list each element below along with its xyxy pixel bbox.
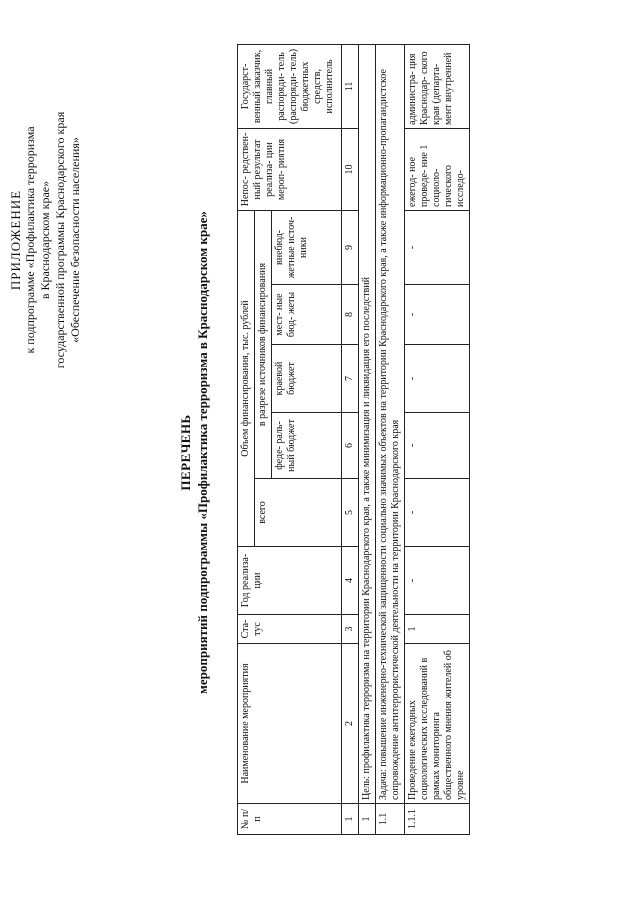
header-by-source: в разрезе источников финансирования bbox=[255, 210, 272, 478]
header-num: № п/п bbox=[238, 804, 342, 835]
header-extra: внебюд- жетные источ- ники bbox=[272, 210, 342, 284]
column-number: 3 bbox=[342, 615, 359, 644]
column-number: 9 bbox=[342, 210, 359, 284]
row-total: - bbox=[405, 479, 470, 547]
document-subtitle: мероприятий подпрограммы «Профилактика терроризма в Краснодарском крае» bbox=[195, 211, 210, 694]
header-volume: Объем финансирования, тыс. рублей bbox=[238, 210, 255, 546]
header-local: мест- ные бюд- жеты bbox=[272, 285, 342, 345]
task-text: Задача: повышение инженерно-технической защищенности социально значимых объектов на территории Краснодарского края, а также информационно-пропагандистское сопровождение антитеррористической деятельности на территории Краснодарского края bbox=[376, 44, 405, 803]
goal-row bbox=[359, 44, 376, 834]
header-federal: феде- раль- ный бюджет bbox=[272, 413, 342, 479]
header-customer: Государст- венный заказчик, главный распоряди- тель (распоряди- тель) бюджетных средств, исполнитель bbox=[238, 44, 342, 128]
header-regional: краевой бюджет bbox=[272, 345, 342, 413]
row-local: - bbox=[405, 285, 470, 345]
document-title: ПЕРЕЧЕНЬ bbox=[178, 414, 193, 491]
task-num: 1.1 bbox=[376, 804, 405, 835]
goal-num: 1 bbox=[359, 804, 376, 835]
row-status: 1 bbox=[405, 615, 470, 644]
column-number: 5 bbox=[342, 479, 359, 547]
header-year: Год реализа- ции bbox=[238, 547, 342, 615]
column-number: 2 bbox=[342, 644, 359, 804]
appendix-header: ПРИЛОЖЕНИЕ bbox=[8, 189, 23, 291]
appendix-line: в Краснодарском крае» bbox=[38, 180, 52, 300]
header-status: Ста- тус bbox=[238, 615, 342, 644]
measures-table bbox=[237, 44, 470, 835]
header-name: Наименование мероприятия bbox=[238, 644, 342, 804]
column-number: 4 bbox=[342, 547, 359, 615]
table-row bbox=[405, 44, 470, 834]
row-result: ежегод- ное проведе- ние 1 социоло- гического исследо- bbox=[405, 128, 470, 210]
column-number: 10 bbox=[342, 128, 359, 210]
column-number: 6 bbox=[342, 413, 359, 479]
header-total: всего bbox=[255, 479, 342, 547]
header-row bbox=[238, 44, 255, 834]
appendix-line: государственной программы Краснодарского края bbox=[53, 111, 67, 369]
row-year: - bbox=[405, 547, 470, 615]
appendix-line: к подпрограмме «Профилактика терроризма bbox=[23, 126, 37, 354]
column-number-row bbox=[342, 44, 359, 834]
row-num: 1.1.1 bbox=[405, 804, 470, 835]
column-number: 7 bbox=[342, 345, 359, 413]
task-row bbox=[376, 44, 405, 834]
row-regional: - bbox=[405, 345, 470, 413]
header-result: Непос- редствен- ный результат реализа- ции мероп- риятия bbox=[238, 128, 342, 210]
column-number: 8 bbox=[342, 285, 359, 345]
goal-text: Цель: профилактика терроризма на территории Краснодарского края, а также минимизация и ликвидация его последствий bbox=[359, 44, 376, 803]
row-federal: - bbox=[405, 413, 470, 479]
appendix-block bbox=[8, 60, 83, 420]
appendix-line: «Обеспечение безопасности населения» bbox=[68, 137, 82, 343]
row-name: Проведение ежегодных социологических исследований в рамках мониторинга общественного мнения жителей об уровне bbox=[405, 644, 470, 804]
row-customer: администра- ция Краснодар- ского края (департа- мент внутренней bbox=[405, 44, 470, 128]
column-number: 11 bbox=[342, 44, 359, 128]
column-number: 1 bbox=[342, 804, 359, 835]
row-extra: - bbox=[405, 210, 470, 284]
